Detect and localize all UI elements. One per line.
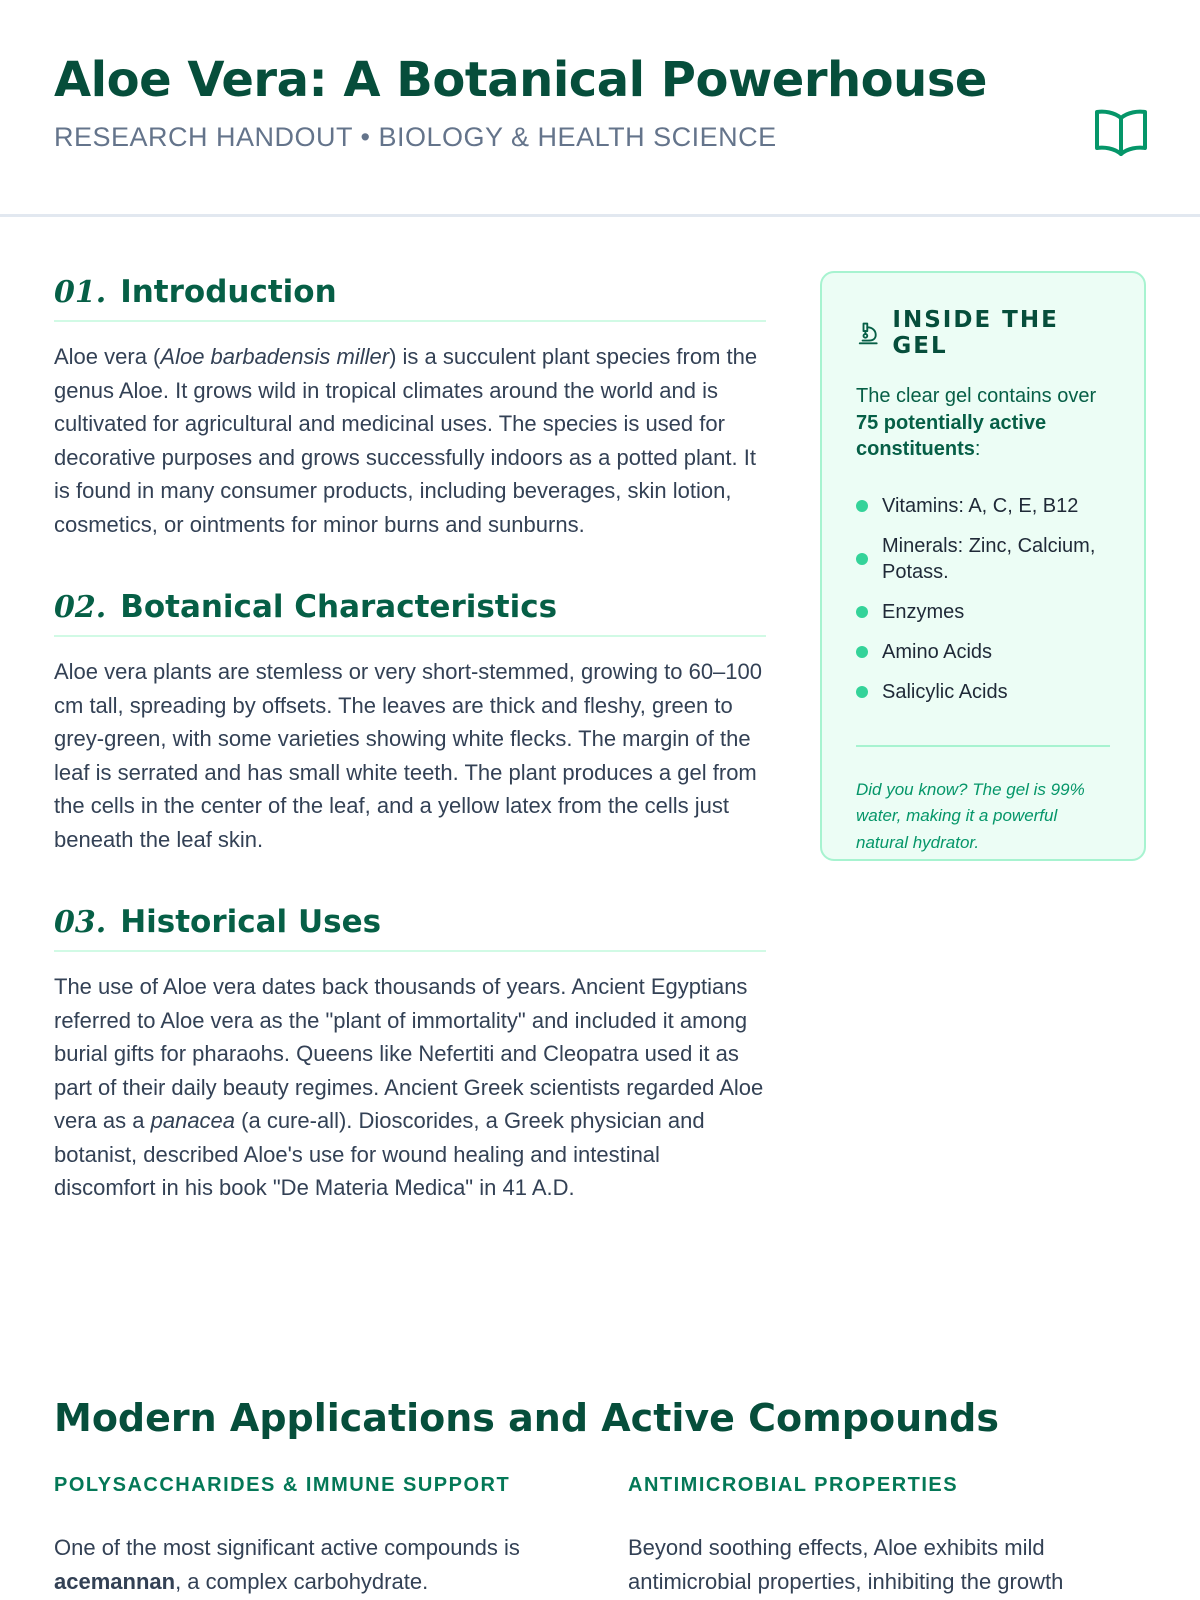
sidebar-callout (820, 271, 1146, 861)
section-heading (54, 274, 766, 322)
list-item (856, 533, 1110, 585)
list-item-label: Amino Acids (882, 640, 993, 663)
sidebar-divider (856, 745, 1110, 747)
section-heading (54, 904, 766, 952)
modern-section (54, 1396, 1146, 1598)
body-text: (a cure-all). Dioscorides, a Greek physician and botanist, described Aloe's use for wound healing and intestinal discomfort in his book "De Materia Medica" in 41 A.D. (54, 1108, 705, 1200)
section-title: Botanical Characteristics (120, 589, 558, 625)
book-open-icon (1094, 108, 1148, 158)
section-body (54, 970, 766, 1205)
sidebar-note: Did you know? The gel is 99% water, making it a powerful natural hydrator. (856, 779, 1085, 852)
section-introduction (54, 274, 766, 541)
sidebar-intro (856, 383, 1110, 463)
italic-term: panacea (150, 1108, 236, 1133)
section-body: Aloe vera plants are stemless or very short-stemmed, growing to 60–100 cm tall, spreading by offsets. The leaves are thick and fleshy, green to grey-green, with some varieties showing white flecks. The margin of the leaf is serrated and has small white teeth. The plant produces a gel from the cells in the center of the leaf, and a yellow latex from the cells just beneath the leaf skin. (54, 659, 762, 852)
bullet-dot (856, 606, 868, 618)
section-heading (54, 589, 766, 637)
column-heading: POLYSACCHARIDES & IMMUNE SUPPORT (54, 1474, 511, 1496)
column-antimicrobial (628, 1474, 1146, 1598)
column-body: Beyond soothing effects, Aloe exhibits mild antimicrobial properties, inhibiting the growth (628, 1535, 1064, 1594)
main-content (54, 274, 766, 1253)
section-number: 03. (54, 905, 107, 940)
list-item-label: Vitamins: A, C, E, B12 (882, 494, 1079, 517)
body-text: The use of Aloe vera dates back thousands of years. Ancient Egyptians referred to Aloe vera as the "plant of immortality" and included it among burial gifts for pharaohs. Queens like Nefertiti and Cleopatra used it as part of their daily beauty regimes. Ancient Greek scientists regarded Aloe vera as a (54, 974, 764, 1133)
intro-text: The clear gel contains over (856, 385, 1097, 407)
microscope-icon (856, 320, 880, 346)
page-title: Aloe Vera: A Botanical Powerhouse (54, 52, 987, 108)
section-number: 02. (54, 590, 107, 625)
section-botanical (54, 589, 766, 856)
species-name: Aloe barbadensis miller (160, 344, 390, 369)
list-item-label: Enzymes (882, 600, 965, 623)
list-item (856, 493, 1110, 519)
bullet-dot (856, 646, 868, 658)
body-text: One of the most significant active compounds is (54, 1535, 520, 1560)
page-header (0, 0, 1200, 217)
bullet-dot (856, 686, 868, 698)
modern-title: Modern Applications and Active Compounds (54, 1396, 999, 1440)
column-polysaccharides (54, 1474, 572, 1598)
section-title: Introduction (120, 274, 337, 310)
body-text: ) is a succulent plant species from the genus Aloe. It grows wild in tropical climates around the world and is cultivated for agricultural and medicinal uses. The species is used for decorative purposes and grows successfully indoors as a potted plant. It is found in many consumer products, including beverages, skin lotion, cosmetics, or ointments for minor burns and sunburns. (54, 344, 758, 537)
section-body (54, 340, 766, 541)
list-item (856, 679, 1110, 705)
intro-text: : (974, 438, 981, 460)
section-title: Historical Uses (120, 904, 382, 940)
intro-highlight: 75 potentially active constituents (856, 411, 1047, 460)
sidebar-heading (856, 307, 1110, 359)
list-item-label: Minerals: Zinc, Calcium, Potass. (882, 534, 1096, 583)
list-item (856, 599, 1110, 625)
list-item-label: Salicylic Acids (882, 680, 1008, 703)
list-item (856, 639, 1110, 665)
modern-columns (54, 1474, 1146, 1598)
body-text: , a complex carbohydrate. (175, 1568, 429, 1594)
constituents-list (856, 493, 1110, 705)
body-text: Aloe vera ( (54, 344, 161, 369)
compound-name: acemannan (54, 1568, 176, 1594)
column-body (54, 1531, 572, 1598)
bullet-dot (856, 500, 868, 512)
section-number: 01. (54, 275, 107, 310)
bullet-dot (856, 553, 868, 565)
column-heading: ANTIMICROBIAL PROPERTIES (628, 1474, 959, 1496)
page-subtitle: RESEARCH HANDOUT • BIOLOGY & HEALTH SCIENCE (54, 122, 777, 152)
section-historical (54, 904, 766, 1205)
sidebar-title: INSIDE THE GEL (892, 307, 1059, 359)
